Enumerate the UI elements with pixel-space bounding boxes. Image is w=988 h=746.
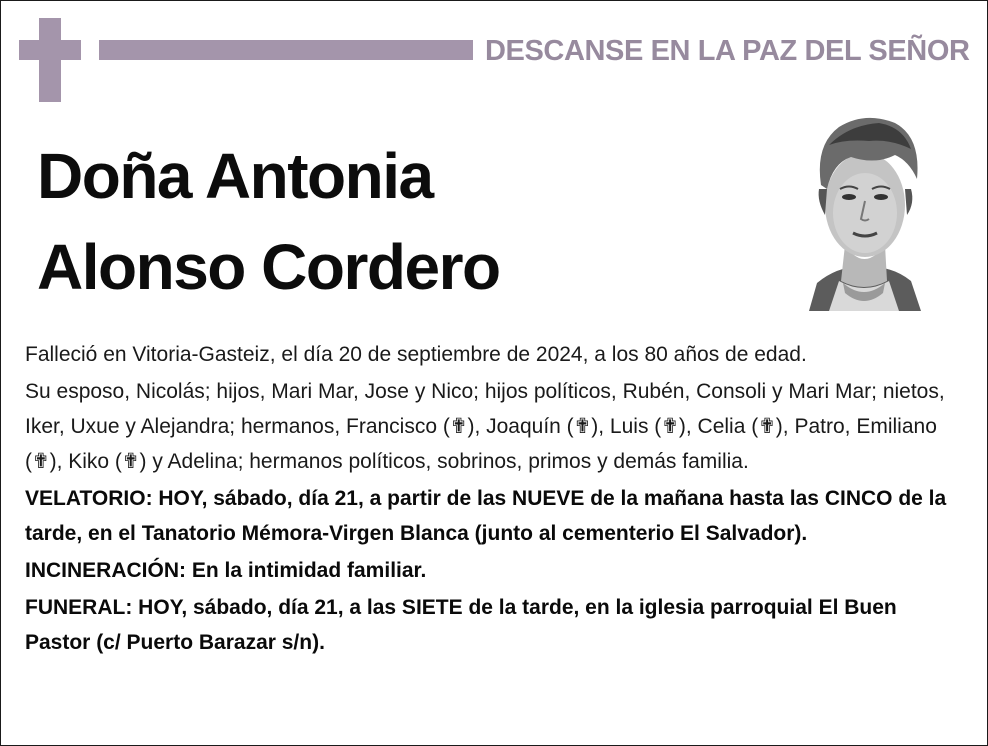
- notice-body: [25, 337, 965, 662]
- deceased-name: [37, 131, 777, 313]
- wake-details: VELATORIO: HOY, sábado, día 21, a partir de las NUEVE de la mañana hasta las CINCO de la tarde, en el Tanatorio Mémora-Virgen Blanca (junto al cementerio El Salvador).: [25, 487, 947, 545]
- cremation-details: INCINERACIÓN: En la intimidad familiar.: [25, 559, 427, 582]
- death-announcement: Falleció en Vitoria-Gasteiz, el día 20 de septiembre de 2024, a los 80 años de edad.: [25, 343, 807, 366]
- header-rule: [99, 40, 473, 60]
- portrait-photo: [799, 105, 929, 311]
- tagline: DESCANSE EN LA PAZ DEL SEÑOR: [485, 35, 970, 67]
- funeral-details: FUNERAL: HOY, sábado, día 21, a las SIETE de la tarde, en la iglesia parroquial El Buen Pastor (c/ Puerto Barazar s/n).: [25, 596, 897, 654]
- cross-icon: [19, 18, 81, 102]
- family-list: Su esposo, Nicolás; hijos, Mari Mar, Jose y Nico; hijos políticos, Rubén, Consoli y Mari Mar; nietos, Iker, Uxue y Alejandra; hermanos, Francisco (✟), Joaquín (✟), Luis (✟), Celia (✟), Patro, Emiliano (✟), Kiko (✟) y Adelina; hermanos políticos, sobrinos, primos y demás familia.: [25, 380, 945, 473]
- name-line-2: Alonso Cordero: [37, 231, 500, 303]
- name-line-1: Doña Antonia: [37, 140, 433, 212]
